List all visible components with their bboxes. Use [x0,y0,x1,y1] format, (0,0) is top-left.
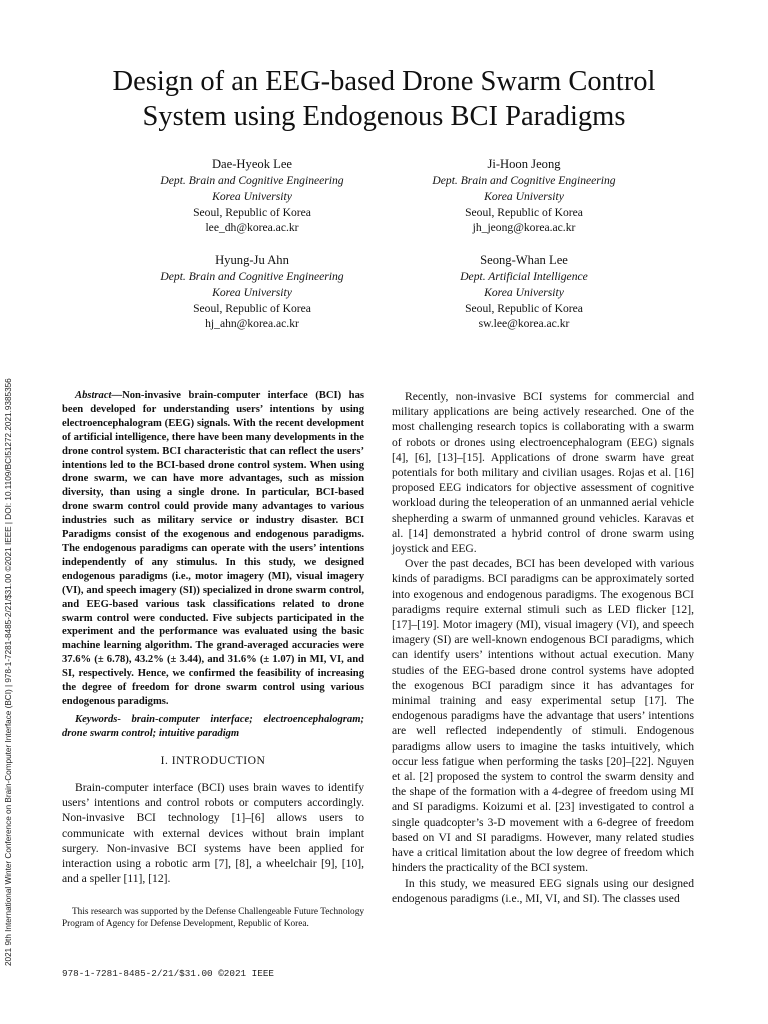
copyright-footer: 978-1-7281-8485-2/21/$31.00 ©2021 IEEE [62,968,275,979]
author-name: Ji-Hoon Jeong [487,157,561,171]
body-paragraph: Recently, non-invasive BCI systems for commercial and military applications are being actively researched. One of the most challenging research topics is collaborating with a swarm of robots or drones using electroencephalogram (EEG) signals [4], [6], [13]–[15]. Applications of drone swarm have great potentials for both military and civilian usages. Rojas et al. [16] proposed EEG indicators for objective assessment of cognitive workload during the teleoperation of an unmanned aerial vehicle shepherding a swarm of unmanned ground vehicles. Karavas et al. [14] demonstrated a hybrid control of drone swarm using joystick and EEG. [392,390,694,556]
abstract-paragraph [62,389,364,709]
intro-column-left [62,780,364,886]
author-name: Seong-Whan Lee [480,253,568,267]
author-name: Dae-Hyeok Lee [211,157,293,171]
author-univ: Korea University [484,189,564,203]
abstract-text: —Non-invasive brain-computer interface (BCI) has been developed for understanding users’ intentions by using electroencephalogram (EEG) signals. With the recent development of artificial intelligence, there have been many developments in the drone control system. BCI characteristic that can reflect the users’ intentions led to the BCI-based drone control system. When using drone swarm, we can have more advantages, such as mission diversity, than using a single drone. In particular, BCI-based drone swarm control could provide many advantages to various industries such as military service or industry disaster. BCI Paradigms consist of the exogenous and endogenous paradigms. The endogenous paradigms can operate with the users’ intentions independently of any stimulus. In this study, we designed endogenous paradigms (i.e., motor imagery (MI), visual imagery (VI), and speech imagery (SI)) specialized in drone swarm control, and EEG-based various task classifications related to drone swarm control were conducted. Five subjects participated in the experiment and the performance was evaluated using the basic machine learning algorithm. The grand-averaged accuracies were 37.6% (± 6.78), 43.2% (± 3.44), and 31.6% (± 1.07) in MI, VI, and SI, respectively. Hence, we confirmed the feasibility of increasing the degree of freedom for drone swarm control using various endogenous paradigms. [62,390,364,707]
author-dept: Dept. Brain and Cognitive Engineering [432,174,616,187]
author-univ: Korea University [212,189,292,203]
title-line-1: Design of an EEG-based Drone Swarm Control [112,66,656,97]
footnote-text: This research was supported by the Defense Challengeable Future Technology Program of Agency for Defense Development, Republic of Korea. [62,907,364,929]
author-dept: Dept. Brain and Cognitive Engineering [160,270,344,283]
abstract [62,389,364,741]
author-email: jh_jeong@korea.ac.kr [472,221,576,235]
author-block-2 [384,156,664,236]
author-city: Seoul, Republic of Korea [465,301,583,315]
author-univ: Korea University [212,285,292,299]
section-heading-introduction: I. INTRODUCTION [160,754,266,767]
intro-paragraph: Brain-computer interface (BCI) uses brain waves to identify users’ intentions and control robots or computers accordingly. Non-invasive BCI technology [1]–[6] allows users to communicate with external devices without brain implant surgery. Non-invasive BCI systems have been applied for interaction using a robotic arm [7], [8], a wheelchair [9], [10], and a speller [11], [12]. [62,781,364,886]
author-dept: Dept. Artificial Intelligence [460,270,588,283]
author-city: Seoul, Republic of Korea [465,205,583,219]
author-dept: Dept. Brain and Cognitive Engineering [160,174,344,187]
title-line-2: System using Endogenous BCI Paradigms [142,101,626,132]
author-block-4 [384,252,664,332]
doi-side-note: 2021 9th International Winter Conference on Brain-Computer Interface (BCI) | 978-1-7281-8485-2/21/$31.00 ©2021 IEEE | DOI: 10.1109/BCI51272.2021.9385356 [4,378,13,966]
abstract-label: Abstract [75,390,112,401]
author-name: Hyung-Ju Ahn [215,253,289,267]
intro-column-right [392,389,694,906]
author-email: sw.lee@korea.ac.kr [478,317,570,331]
keywords: Keywords- brain-computer interface; electroencephalogram; drone swarm control; intuitive paradigm [62,713,364,739]
author-email: hj_ahn@korea.ac.kr [205,317,299,331]
author-block-3 [112,252,392,332]
paper-title [0,64,768,134]
author-city: Seoul, Republic of Korea [193,205,311,219]
author-email: lee_dh@korea.ac.kr [205,221,299,235]
author-univ: Korea University [484,285,564,299]
body-paragraph: Over the past decades, BCI has been developed with various kinds of paradigms. BCI paradigms can be approximately sorted into exogenous and endogenous paradigms. The exogenous BCI paradigms require external stimuli such as LED flicker [12], [17]–[19]. Motor imagery (MI), visual imagery (VI), and speech imagery (SI) are well-known endogenous BCI paradigms, which can identify users’ intentions without actual execution. Many studies of the EEG-based drone control systems have adopted the exogenous BCI paradigm since it has advantages for minimal training and easy experimental setup [17]. The endogenous paradigms have the advantage that users’ intentions are well reflected independently of stimuli. Endogenous paradigms allow users to imagine the tasks intuitively, which occur less fatigue when performing the tasks [20]–[22]. Nguyen et al. [2] proposed the system to control the swarm density and the shape of the formation with a 4-degree of freedom using MI and SI paradigms. Koizumi et al. [23] investigated to control a single quadcopter’s 3-D movement with a 6-degree of freedom based on VI and SI paradigms. However, many related studies have a critical limitation about the low degree of freedom which hinders the practicality of the BCI system. [392,557,694,875]
funding-footnote [62,906,364,930]
author-block-1 [112,156,392,236]
author-city: Seoul, Republic of Korea [193,301,311,315]
body-paragraph: In this study, we measured EEG signals using our designed endogenous paradigms (i.e., MI, VI, and SI). The classes used [392,876,694,905]
